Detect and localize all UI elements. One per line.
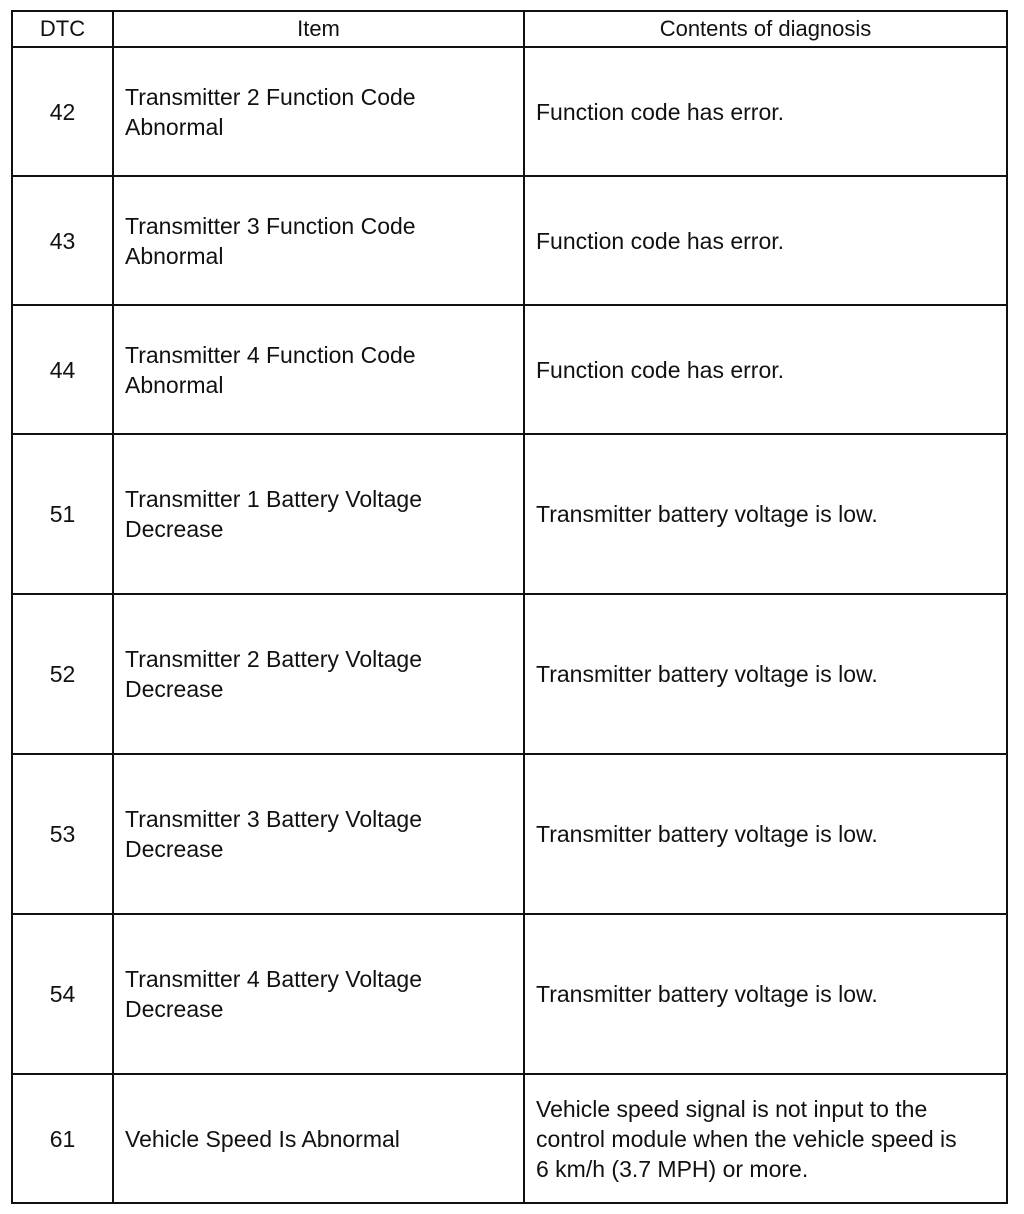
table-row — [12, 594, 1007, 754]
dtc-code: 61 — [12, 1074, 113, 1203]
table-row — [12, 305, 1007, 434]
table-row — [12, 754, 1007, 914]
dtc-code: 42 — [12, 47, 113, 176]
header-contents: Contents of diagnosis — [524, 11, 1007, 47]
item-line: Decrease — [125, 676, 224, 702]
dtc-code: 53 — [12, 754, 113, 914]
diagnosis-contents: Transmitter battery voltage is low. — [524, 594, 1007, 754]
dtc-code: 52 — [12, 594, 113, 754]
item-line: Transmitter 4 Battery Voltage — [125, 966, 423, 992]
item-cell — [113, 47, 524, 176]
diagnosis-contents: Transmitter battery voltage is low. — [524, 434, 1007, 594]
item-line: Abnormal — [125, 242, 224, 269]
item-cell — [113, 305, 524, 434]
diagnosis-contents: Transmitter battery voltage is low. — [524, 914, 1007, 1074]
diagnosis-contents: Function code has error. — [524, 305, 1007, 434]
item-line: Decrease — [125, 516, 224, 542]
item-line: Transmitter 2 Function Code — [125, 83, 416, 110]
item-cell — [113, 914, 524, 1074]
dtc-code: 51 — [12, 434, 113, 594]
item-cell — [113, 594, 524, 754]
item-cell — [113, 1074, 524, 1203]
item-line: Vehicle Speed Is Abnormal — [125, 1125, 400, 1152]
dtc-table — [11, 10, 1008, 1204]
contents-line: Vehicle speed signal is not input to the — [536, 1095, 928, 1122]
contents-line: 6 km/h (3.7 MPH) or more. — [536, 1155, 809, 1182]
item-line: Abnormal — [125, 113, 224, 140]
diagnosis-contents: Function code has error. — [524, 176, 1007, 305]
item-line: Transmitter 1 Battery Voltage — [125, 486, 423, 512]
header-row — [12, 11, 1007, 47]
table-row — [12, 47, 1007, 176]
item-line: Transmitter 4 Function Code — [125, 341, 416, 368]
diagnosis-contents: Transmitter battery voltage is low. — [524, 754, 1007, 914]
dtc-code: 54 — [12, 914, 113, 1074]
table-row — [12, 914, 1007, 1074]
diagnosis-contents — [524, 1074, 1007, 1203]
item-line: Decrease — [125, 836, 224, 862]
item-line: Transmitter 2 Battery Voltage — [125, 646, 423, 672]
table-row — [12, 434, 1007, 594]
diagnosis-contents: Function code has error. — [524, 47, 1007, 176]
header-dtc: DTC — [12, 11, 113, 47]
dtc-code: 43 — [12, 176, 113, 305]
item-line: Decrease — [125, 996, 224, 1022]
table-row — [12, 176, 1007, 305]
item-line: Abnormal — [125, 371, 224, 398]
item-cell — [113, 434, 524, 594]
dtc-code: 44 — [12, 305, 113, 434]
contents-line: control module when the vehicle speed is — [536, 1125, 957, 1152]
item-line: Transmitter 3 Battery Voltage — [125, 806, 423, 832]
table-row — [12, 1074, 1007, 1203]
item-cell — [113, 176, 524, 305]
item-line: Transmitter 3 Function Code — [125, 212, 416, 239]
header-item: Item — [113, 11, 524, 47]
item-cell — [113, 754, 524, 914]
